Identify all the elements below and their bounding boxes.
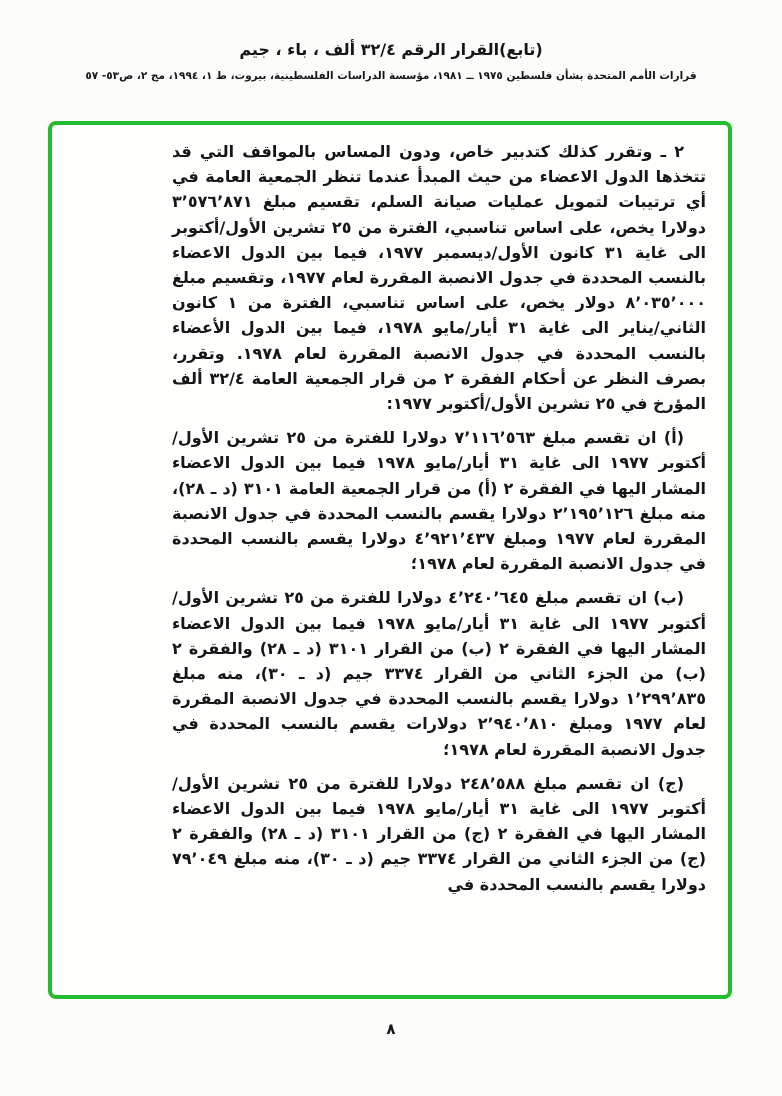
page-header <box>0 40 782 82</box>
page-number: ٨ <box>386 1020 396 1038</box>
clause-2-a: (أ) ان تقسم مبلغ ٧٬١١٦٬٥٦٣ دولارا للفترة من ٢٥ تشرين الأول/أكتوبر ١٩٧٧ الى غاية ٣١ أيار/مايو ١٩٧٨ فيما بين الدول الاعضاء المشار اليها في الفقرة ٢ (أ) من قرار الجمعية العامة ٣١٠١ (د ـ ٢٨)، منه مبلغ ٢٬١٩٥٬١٢٦ دولارا يقسم بالنسب المحددة في جدول الانصبة المقررة لعام ١٩٧٧ ومبلغ ٤٬٩٢١٬٤٣٧ دولارا يقسم بالنسب المحددة في جدول الانصبة المقررة لعام ١٩٧٨؛ <box>172 428 707 574</box>
document-citation: قرارات الأمم المتحدة بشأن فلسطين ١٩٧٥ ــ ١٩٨١، مؤسسة الدراسات الفلسطينية، بيروت، ط ١، ١٩٩٤، مج ٢، ص٥٣- ٥٧ <box>85 70 697 82</box>
clause-2: ٢ ـ وتقرر كذلك كتدبير خاص، ودون المساس بالمواقف التي قد تتخذها الدول الاعضاء من حيث المبدأ عندما تنظر الجمعية العامة في أي ترتيبات لتمويل عمليات صيانة السلم، تقسيم مبلغ ٣٬٥٧٦٬٨٧١ دولارا يخص، على اساس تناسبي، الفترة من ٢٥ تشرين الأول/أكتوبر الى غاية ٣١ كانون الأول/ديسمبر ١٩٧٧، فيما بين الدول الاعضاء بالنسب المحددة في جدول الانصبة المقررة لعام ١٩٧٧، وتقسيم مبلغ ٨٬٠٣٥٬٠٠٠ دولار يخص، على اساس تناسبي، الفترة من ١ كانون الثاني/يناير الى غاية ٣١ أيار/مايو ١٩٧٨، فيما بين الدول الأعضاء بالنسب المحددة في جدول الانصبة المقررة لعام ١٩٧٨. وتقرر، بصرف النظر عن أحكام الفقرة ٢ من قرار الجمعية العامة ٣٢/٤ ألف المؤرخ في ٢٥ تشرين الأول/أكتوبر ١٩٧٧: <box>172 142 707 414</box>
document-title: (تابع)القرار الرقم ٣٢/٤ ألف ، باء ، جيم <box>239 40 543 59</box>
resolution-body <box>172 139 706 897</box>
clause-2-b: (ب) ان تقسم مبلغ ٤٬٢٤٠٬٦٤٥ دولارا للفترة من ٢٥ تشرين الأول/أكتوبر ١٩٧٧ الى غاية ٣١ أيار/مايو ١٩٧٨ فيما بين الدول الاعضاء المشار اليها في الفقرة ٢ (ب) من القرار ٣١٠١ (د ـ ٢٨) والفقرة ٢ (ب) من الجزء الثاني من القرار ٣٣٧٤ جيم (د ـ ٣٠)، منه مبلغ ١٬٢٩٩٬٨٣٥ دولارا يقسم بالنسب المحددة في جدول الانصبة المقررة لعام ١٩٧٧ ومبلغ ٢٬٩٤٠٬٨١٠ دولارات يقسم بالنسب المحددة في جدول الانصبة المقررة لعام ١٩٧٨؛ <box>172 588 707 759</box>
highlight-frame <box>48 121 732 999</box>
clause-2-c: (ج) ان تقسم مبلغ ٢٤٨٬٥٨٨ دولارا للفترة من ٢٥ تشرين الأول/أكتوبر ١٩٧٧ الى غاية ٣١ أيار/مايو ١٩٧٨ فيما بين الدول الاعضاء المشار اليها في الفقرة ٢ (ج) من القرار ٣١٠١ (د ـ ٢٨) والفقرة ٢ (ج) من الجزء الثاني من القرار ٣٣٧٤ جيم (د ـ ٣٠)، منه مبلغ ٧٩٬٠٤٩ دولارا يقسم بالنسب المحددة في <box>172 773 707 894</box>
